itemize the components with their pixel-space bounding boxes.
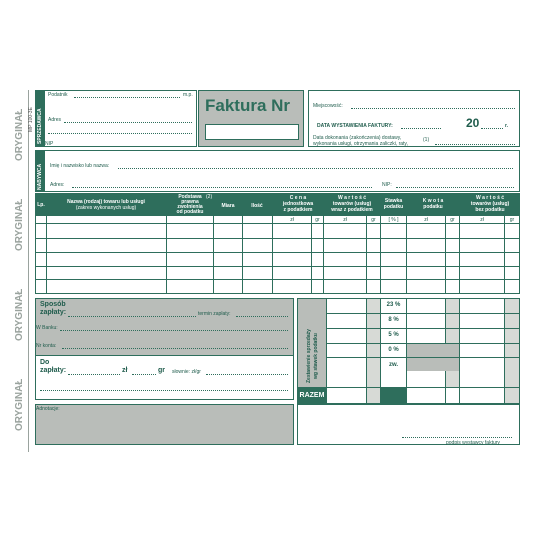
invoice-title: Faktura Nr [205,96,291,115]
header-podstawa-1: Podstawa [178,194,202,200]
rate-zw: zw. [388,362,399,368]
seller-address-line-1[interactable] [64,122,192,123]
header-wartosc-bez-1: W a r t o ś ć [475,195,505,201]
do-zaplaty-gr-line[interactable] [132,374,156,375]
seller-vertical-band [36,91,45,146]
sub-wartosc-gr: gr [371,217,376,223]
summary-vertical-label-1: Zestawienie sprzedaży [306,329,312,383]
data-dokonania-line1: Data dokonania (zakończenia) dostawy, [313,135,402,141]
miejscowosc-line[interactable] [351,108,515,109]
header-cena-1: C e n a [289,195,307,201]
summary-row [298,387,519,388]
buyer-name-label: Imię i nazwisko lub nazwa: [50,163,110,169]
sposob-line[interactable] [68,316,196,317]
rate-23: 23 % [386,302,401,308]
side-original-4: ORYGINAŁ [14,378,25,432]
miejscowosc-label: Miejscowość: [313,103,343,109]
slownie-line-1[interactable] [206,374,288,375]
header-kwota-2: podatku [423,204,443,210]
header-cena-2: jednostkowa [282,201,314,207]
do-zaplaty-label-2: zapłaty: [40,367,67,374]
items-table [35,193,520,294]
side-divider [28,90,29,452]
sposob-label-2: zapłaty: [40,309,67,316]
table-row[interactable] [36,267,519,280]
do-zaplaty-gr-label: gr [158,367,165,374]
year-prefix: 20 [466,116,480,130]
bank-label: W Banku: [36,325,58,331]
header-wartosc-2: towarów (usług) [332,201,372,207]
header-lp: Lp. [37,202,45,208]
adnotacje-label: Adnotacje: [36,406,60,412]
sub-kwota-zl: zł [424,217,428,223]
header-podstawa-3: zwolnienia [177,204,203,210]
footnote-mark-1: (1) [423,137,430,143]
adres-label: Adres [48,117,62,123]
header-podstawa-4: od podatku [176,209,204,215]
signature-line [402,437,512,438]
sub-cena-gr: gr [315,217,320,223]
side-original-1: ORYGINAŁ [14,108,25,162]
podpis-label: podpis wystawcy faktury [446,440,500,446]
table-row[interactable] [36,253,519,267]
data-dokonania-line[interactable] [435,144,515,145]
invoice-number-field[interactable] [205,124,299,140]
payment-box [35,298,294,400]
sub-wartosc-zl: zł [343,217,347,223]
sub-wartosc-bez-gr: gr [509,217,515,223]
header-wartosc-3: wraz z podatkiem [331,207,373,213]
data-wystawienia-line[interactable] [401,128,441,129]
do-zaplaty-label-1: Do [40,359,50,366]
buyer-vertical-band [36,151,45,191]
data-wystawienia-label: DATA WYSTAWIENIA FAKTURY: [317,123,393,129]
buyer-nip-line[interactable] [396,187,514,188]
seller-nip-label: NIP [45,141,54,147]
summary-row [326,357,519,358]
buyer-name-line[interactable] [118,168,513,169]
header-stawka-1: Stawka [384,198,403,204]
slownie-line-2[interactable] [40,390,288,391]
header-miara: Miara [221,203,235,209]
do-zaplaty-zl-line[interactable] [68,374,120,375]
title-box [198,90,304,147]
termin-line[interactable] [236,316,288,317]
header-wartosc-1: W a r t o ś ć [337,195,367,201]
side-original-2: ORYGINAŁ [14,198,25,252]
summary-vertical-label-2: wg stawek podatku [313,333,319,379]
rate-5: 5 % [388,332,399,338]
table-row[interactable] [36,280,519,293]
header-nazwa-2: (zakres wykonanych usług) [75,205,137,211]
rate-8: 8 % [388,317,399,323]
podatnik-line[interactable] [74,97,180,98]
sposob-label-1: Sposób [40,301,66,308]
buyer-nip-label: NIP: [382,182,392,188]
summary-row [326,343,519,344]
table-row[interactable] [36,225,519,239]
year-line[interactable] [481,128,503,129]
side-strip [14,90,34,452]
summary-row [326,328,519,329]
dates-box [308,90,520,147]
header-wartosc-bez-2: towarów (usług) [470,201,510,207]
header-podstawa-2: prawna [181,199,199,205]
do-zaplaty-zl-label: zł [122,367,128,374]
summary-row [326,313,519,314]
header-podstawa-mark: (2) [206,194,213,200]
sub-wartosc-bez-zl: zł [480,217,484,223]
buyer-box [35,150,520,192]
konto-label: Nr konta: [36,343,57,349]
signature-box[interactable] [297,404,520,445]
slownie-label: słownie: zł/gr [172,369,201,375]
seller-address-line-2[interactable] [48,133,192,134]
buyer-vertical-label: NABYWCA [37,163,43,190]
summary-vertical-band [298,299,326,387]
razem-stawka-dark [381,388,406,403]
buyer-adres-line[interactable] [72,187,372,188]
summary-table [297,298,520,404]
podatnik-label: Podatnik [48,92,68,98]
seller-vertical-label: SPRZEDAWCA [37,108,43,144]
side-code: MP 100-3E [28,107,34,132]
header-stawka-2: podatku [383,204,404,210]
rate-0: 0 % [388,347,399,353]
seller-box [35,90,197,147]
r-label: r. [505,123,509,129]
sub-stawka-pct: [ % ] [388,217,399,223]
header-cena-3: z podatkiem [283,207,313,213]
data-dokonania-line2: wykonania usługi, otrzymania zaliczki, raty, [313,141,408,147]
termin-label: termin zapłaty: [198,311,231,317]
sub-kwota-gr: gr [450,217,455,223]
bank-line[interactable] [60,330,288,331]
buyer-adres-label: Adres: [50,182,65,188]
notes-box [35,404,294,445]
razem-label: RAZEM [298,388,326,403]
do-zaplaty-area [36,355,293,399]
header-wartosc-bez-3: bez podatku [475,207,505,213]
header-nazwa-1: Nazwa (rodzaj) towaru lub usługi [67,199,145,205]
sub-cena-zl: zł [290,217,294,223]
konto-line[interactable] [62,348,288,349]
side-original-3: ORYGINAŁ [14,288,25,342]
header-kwota-1: K w o t a [422,198,444,204]
header-ilosc: Ilość [251,203,263,209]
table-row[interactable] [36,239,519,253]
mp-label: m.p. [183,92,193,98]
